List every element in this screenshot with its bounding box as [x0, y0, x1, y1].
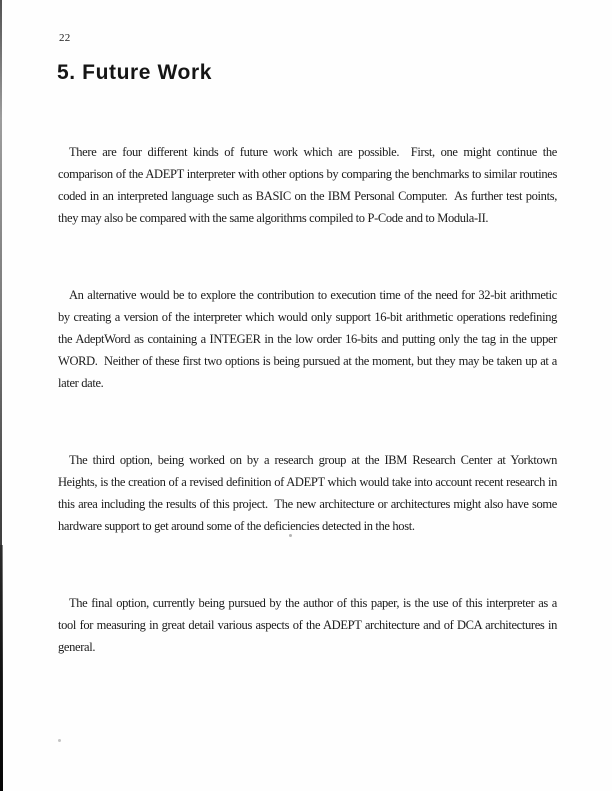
- paragraph-final-option: The final option, currently being pursued by the author of this paper, is the use of this interpreter as a tool for measuring in great detail various aspects of the ADEPT architecture and of DCA architectures in general.: [58, 596, 560, 654]
- section-heading: 5. Future Work: [57, 61, 213, 84]
- paragraph-future-work-options: There are four different kinds of future work which are possible. First, one might continue the comparison of the ADEPT interpreter with other options by comparing the benchmarks to similar routines coded in an interpreted language such as BASIC on the IBM Personal Computer. As further test points, they may also be compared with the same algorithms compiled to P-Code and to Modula-II.: [58, 145, 560, 225]
- page-number: 22: [59, 32, 71, 44]
- paragraph-ibm-research-option: The third option, being worked on by a research group at the IBM Research Center at Yorktown Heights, is the creation of a revised definition of ADEPT which would take into account recent research in this area including the results of this project. The new architecture or architectures might also have some hardware support to get around some of the deficiencies detected in the host.: [58, 453, 560, 533]
- scan-edge-artifact-thick: [0, 545, 3, 791]
- scan-noise-speck: [58, 739, 61, 742]
- paragraph-16bit-alternative: An alternative would be to explore the contribution to execution time of the need for 32-bit arithmetic by creating a version of the interpreter which would only support 16-bit arithmetic operations redefining the AdeptWord as containing a INTEGER in the low order 16-bits and putting only the tag in the upper WORD. Neither of these first two options is being pursued at the moment, but they may be taken up at a later date.: [58, 288, 560, 390]
- body-text: [58, 97, 560, 713]
